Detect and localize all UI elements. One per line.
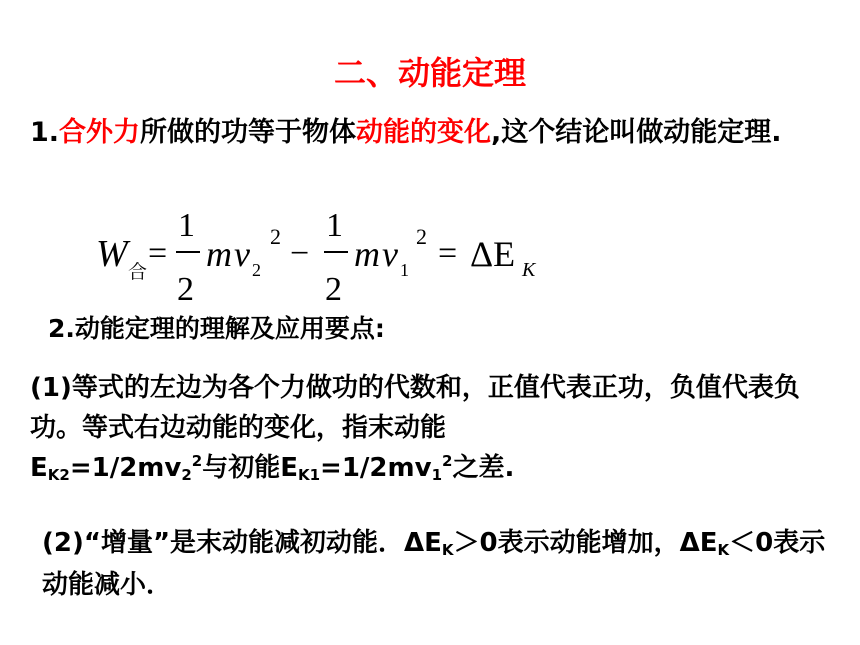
- formula-minus: −: [290, 235, 310, 272]
- text-segment: =1/2mv: [320, 453, 432, 483]
- subscript-1: 1: [431, 466, 442, 484]
- text-segment: E: [30, 453, 48, 483]
- fraction2-numerator: 1: [326, 207, 343, 244]
- formula-square-1: 2: [270, 224, 281, 249]
- formula-delta-e: ΔE: [470, 234, 516, 274]
- highlight-kinetic-energy-change: 动能的变化: [356, 117, 492, 148]
- point-1-paragraph: [30, 368, 850, 488]
- subscript-k-b: K: [717, 541, 730, 559]
- slide-title: 二、动能定理: [333, 54, 526, 92]
- subscript-k2: K2: [47, 466, 70, 484]
- fraction1-numerator: 1: [178, 207, 195, 244]
- text-segment: ,这个结论叫做动能定理.: [491, 117, 782, 148]
- text-segment: (2)“增量”是末动能减初动能．ΔE: [42, 528, 442, 558]
- formula-w-subscript: 合: [128, 262, 148, 283]
- key-points-heading: 2.动能定理的理解及应用要点:: [48, 314, 385, 343]
- formula-k-subscript: K: [522, 259, 536, 281]
- text-segment: ＜0表示动能减小．: [42, 528, 826, 600]
- highlight-net-force: 合外力: [59, 117, 141, 148]
- theorem-formula: [94, 202, 564, 310]
- formula-m: m: [206, 234, 232, 274]
- item-number: 1.: [30, 117, 60, 148]
- formula-w: W: [96, 233, 128, 275]
- fraction1-denominator: 2: [177, 271, 194, 308]
- text-segment: 与初能E: [202, 453, 298, 483]
- subscript-k: K: [441, 541, 454, 559]
- formula-m2: m: [354, 234, 380, 274]
- subscript-2: 2: [181, 466, 192, 484]
- text-segment: 之差.: [452, 453, 515, 483]
- definition-paragraph: [30, 114, 830, 152]
- superscript-2b: 2: [442, 452, 453, 470]
- subscript-k1: K1: [297, 466, 321, 484]
- formula-v2: v: [382, 234, 398, 274]
- text-segment: 所做的功等于物体: [140, 117, 357, 148]
- formula-v-subscript-1: 1: [400, 260, 409, 280]
- formula-equals: =: [148, 235, 168, 272]
- formula-square-2: 2: [416, 224, 427, 249]
- text-segment: =1/2mv: [69, 453, 182, 483]
- text-segment: (1)等式的左边为各个力做功的代数和，正值代表正功，负值代表负功。等式右边动能的变化，指末动能: [30, 373, 800, 443]
- formula-v-subscript-2: 2: [252, 260, 261, 280]
- text-segment: ＞0表示动能增加，ΔE: [453, 528, 718, 558]
- superscript-2: 2: [191, 452, 203, 470]
- point-2-paragraph: [42, 522, 842, 606]
- fraction2-denominator: 2: [325, 271, 342, 308]
- formula-v: v: [234, 234, 250, 274]
- formula-equals-2: =: [438, 235, 458, 272]
